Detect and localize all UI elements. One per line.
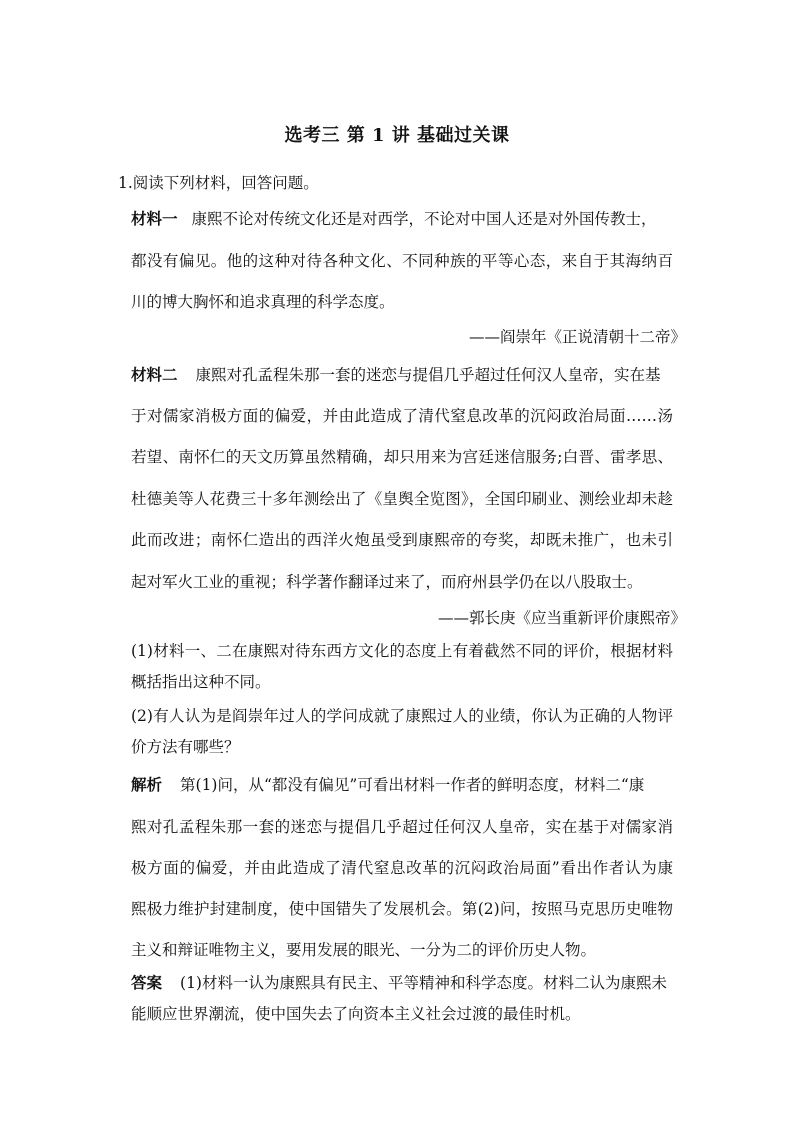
analysis-line-2 (131, 817, 691, 837)
answer-text-1: (1)材料一认为康熙具有民主、平等精神和科学态度。材料二认为康熙未 (180, 974, 667, 992)
analysis-text-2: 熙对孔孟程朱那一套的迷恋与提倡几乎超过任何汉人皇帝，实在基于对儒家消 (131, 818, 673, 836)
material1-text-1: 康熙不论对传统文化还是对西学，不论对中国人还是对外国传教士， (191, 210, 657, 228)
analysis-text-4: 熙极力维护封建制度，使中国错失了发展机会。第(2)问，按照马克思历史唯物 (131, 900, 673, 918)
analysis-label: 解析 (131, 775, 163, 794)
question-2-text-1: (2)有人认为是阎崇年过人的学问成就了康熙过人的业绩，你认为正确的人物评 (131, 707, 673, 725)
analysis-line-1 (131, 775, 691, 795)
material2-text-2: 于对儒家消极方面的偏爱，并由此造成了清代窒息改革的沉闷政治局面……汤 (131, 407, 673, 425)
material1-source: ——阎崇年《正说清朝十二帝》 (468, 328, 686, 346)
material2-text-4: 杜德美等人花费三十多年测绘出了《皇舆全览图》，全国印刷业、测绘业却未趁 (131, 490, 673, 508)
material1-line-1 (131, 209, 691, 229)
material2-line-4 (131, 489, 691, 509)
page-title: 选考三 第 1 讲 基础过关课 (284, 125, 510, 146)
analysis-text-1: 第(1)问，从“都没有偏见”可看出材料一作者的鲜明态度，材料二“康 (180, 776, 645, 794)
material2-text-3: 若望、南怀仁的天文历算虽然精确，却只用来为宫廷迷信服务;白晋、雷孝思、 (131, 448, 673, 466)
question-intro: 1.阅读下列材料，回答问题。 (118, 174, 319, 192)
material2-line-6: 起对军火工业的重视；科学著作翻译过来了，而府州县学仍在以八股取士。 (131, 573, 643, 591)
analysis-line-5: 主义和辩证唯物主义，要用发展的眼光、一分为二的评价历史人物。 (131, 941, 597, 959)
material2-text-5: 此而改进；南怀仁造出的西洋火炮虽受到康熙帝的夸奖，却既未推广，也未引 (131, 531, 673, 549)
material2-line-2 (131, 406, 691, 426)
question-1-text-1: (1)材料一、二在康熙对待东西方文化的态度上有着截然不同的评价，根据材料 (131, 642, 673, 660)
analysis-text-3: 极方面的偏爱，并由此造成了清代窒息改革的沉闷政治局面”看出作者认为康 (131, 859, 673, 877)
material1-label: 材料一 (131, 209, 178, 228)
answer-line-1 (131, 973, 691, 993)
material2-line-1 (131, 365, 691, 385)
question-1-line-2: 概括指出这种不同。 (131, 673, 271, 691)
analysis-line-4 (131, 899, 691, 919)
material2-label: 材料二 (131, 365, 178, 384)
material2-line-5 (131, 530, 691, 550)
answer-line-2: 能顺应世界潮流，使中国失去了向资本主义社会过渡的最佳时机。 (131, 1005, 581, 1023)
question-2-line-1 (131, 706, 691, 726)
analysis-line-3 (131, 858, 691, 878)
material1-line-3: 川的博大胸怀和追求真理的科学态度。 (131, 293, 395, 311)
material2-line-3 (131, 447, 691, 467)
answer-label: 答案 (131, 973, 163, 992)
question-1-line-1 (131, 641, 691, 661)
material2-text-1: 康熙对孔孟程朱那一套的迷恋与提倡几乎超过任何汉人皇帝，实在基 (195, 366, 661, 384)
material2-source: ——郭长庚《应当重新评价康熙帝》 (437, 609, 686, 627)
question-2-line-2: 价方法有哪些？ (131, 738, 240, 756)
material1-text-2: 都没有偏见。他的这种对待各种文化、不同种族的平等心态，来自于其海纳百 (131, 252, 673, 270)
material1-line-2 (131, 251, 691, 271)
